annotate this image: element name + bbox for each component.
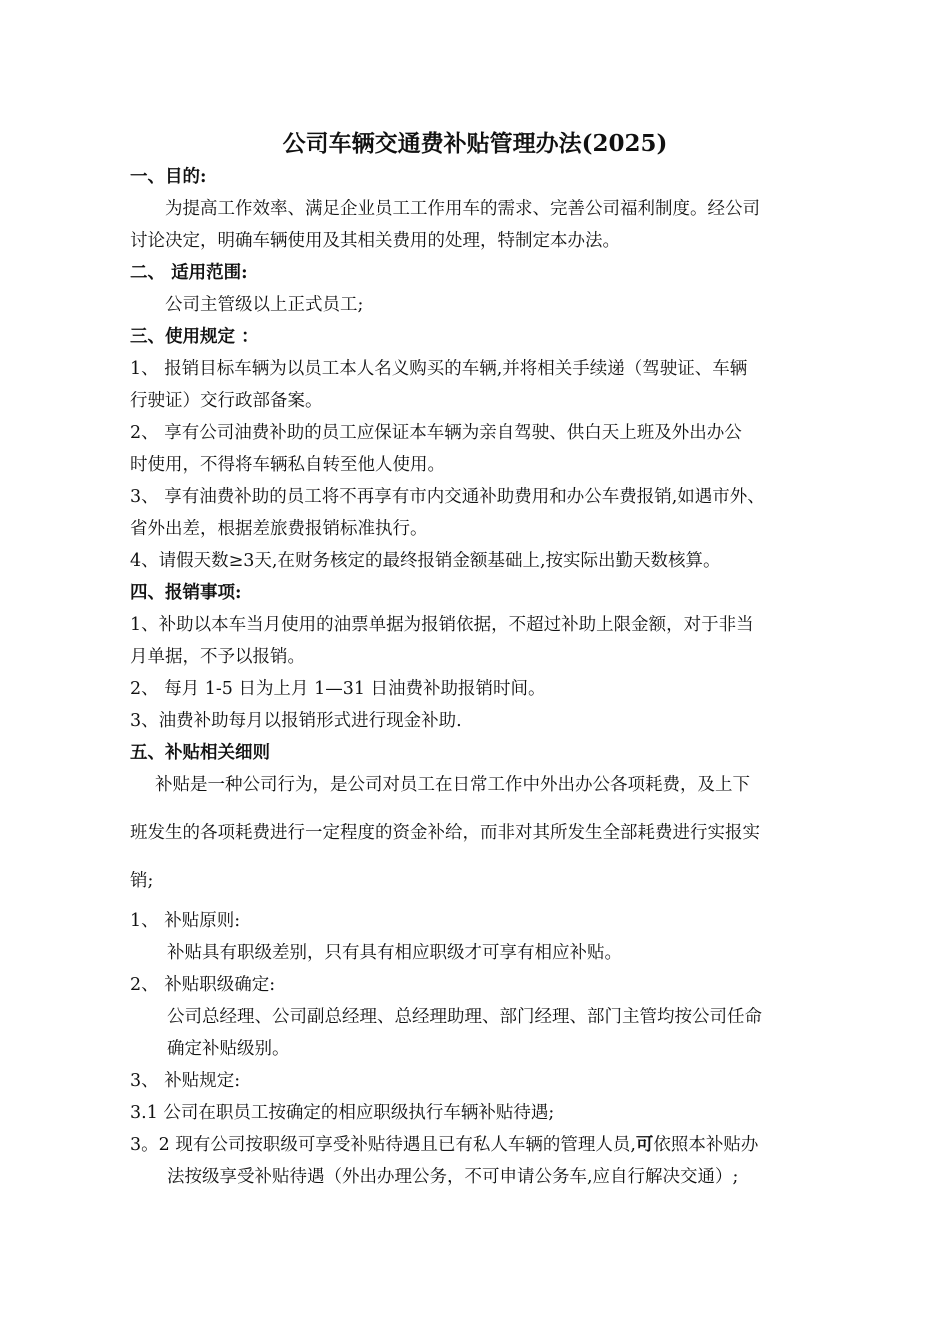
subsidy-level-heading: 2、 补贴职级确定: — [130, 975, 276, 995]
subsidy-level-text-line-1: 公司总经理、公司副总经理、总经理助理、部门经理、部门主管均按公司任命 — [167, 1007, 762, 1027]
section-3-item-4: 4、请假天数≥3天,在财务核定的最终报销金额基础上,按实际出勤天数核算。 — [130, 551, 721, 571]
section-5-para-line-2: 班发生的各项耗费进行一定程度的资金补给，而非对其所发生全部耗费进行实报实 — [130, 823, 760, 843]
section-1-heading: 一、目的: — [130, 167, 207, 187]
section-5-para-line-3: 销; — [130, 871, 154, 891]
section-4-heading: 四、报销事项: — [130, 583, 242, 603]
rule-3-2-line-2: 法按级享受补贴待遇（外出办理公务，不可申请公务车,应自行解决交通）; — [167, 1167, 739, 1187]
subsidy-rules-heading: 3、 补贴规定: — [130, 1071, 241, 1091]
section-3-item-1-line-2: 行驶证）交行政部备案。 — [130, 391, 323, 411]
section-4-item-1-line-1: 1、补助以本车当月使用的油票单据为报销依据，不超过补助上限金额，对于非当 — [130, 615, 754, 635]
document-title: 公司车辆交通费补贴管理办法(2025) — [282, 130, 668, 157]
subsidy-principle-heading: 1、 补贴原则: — [130, 911, 241, 931]
rule-3-2-bold-word: 可 — [635, 1135, 654, 1155]
section-2-heading: 二、 适用范围: — [130, 263, 248, 283]
section-4-item-2: 2、 每月 1-5 日为上月 1—31 日油费补助报销时间。 — [130, 679, 546, 699]
rule-3-1: 3.1 公司在职员工按确定的相应职级执行车辆补贴待遇; — [130, 1103, 555, 1123]
section-3-item-2-line-2: 时使用，不得将车辆私自转至他人使用。 — [130, 455, 445, 475]
section-3-item-3-line-1: 3、 享有油费补助的员工将不再享有市内交通补助费用和办公车费报销,如遇市外、 — [130, 487, 765, 507]
rule-3-2-text-c: 依照本补贴办 — [653, 1135, 759, 1155]
section-4-item-3: 3、油费补助每月以报销形式进行现金补助. — [130, 711, 462, 731]
section-3-item-3-line-2: 省外出差，根据差旅费报销标准执行。 — [130, 519, 428, 539]
section-3-item-1-line-1: 1、 报销目标车辆为以员工本人名义购买的车辆,并将相关手续递（驾驶证、车辆 — [130, 359, 748, 379]
section-5-heading: 五、补贴相关细则 — [130, 743, 270, 763]
section-1-text-line-1: 为提高工作效率、满足企业员工工作用车的需求、完善公司福利制度。经公司 — [165, 199, 760, 219]
subsidy-principle-text: 补贴具有职级差别，只有具有相应职级才可享有相应补贴。 — [167, 943, 622, 963]
subsidy-level-text-line-2: 确定补贴级别。 — [167, 1039, 290, 1059]
rule-3-2-line-1 — [130, 1132, 758, 1158]
section-3-item-2-line-1: 2、 享有公司油费补助的员工应保证本车辆为亲自驾驶、供白天上班及外出办公 — [130, 423, 742, 443]
section-4-item-1-line-2: 月单据，不予以报销。 — [130, 647, 305, 667]
rule-3-2-text-a: 3。2 现有公司按职级可享受补贴待遇且已有私人车辆的管理人员, — [130, 1135, 636, 1155]
section-5-para-line-1: 补贴是一种公司行为，是公司对员工在日常工作中外出办公各项耗费，及上下 — [155, 775, 750, 795]
section-2-text: 公司主管级以上正式员工; — [165, 295, 364, 315]
section-1-text-line-2: 讨论决定，明确车辆使用及其相关费用的处理，特制定本办法。 — [130, 231, 620, 251]
section-3-heading: 三、使用规定 ： — [130, 327, 259, 347]
